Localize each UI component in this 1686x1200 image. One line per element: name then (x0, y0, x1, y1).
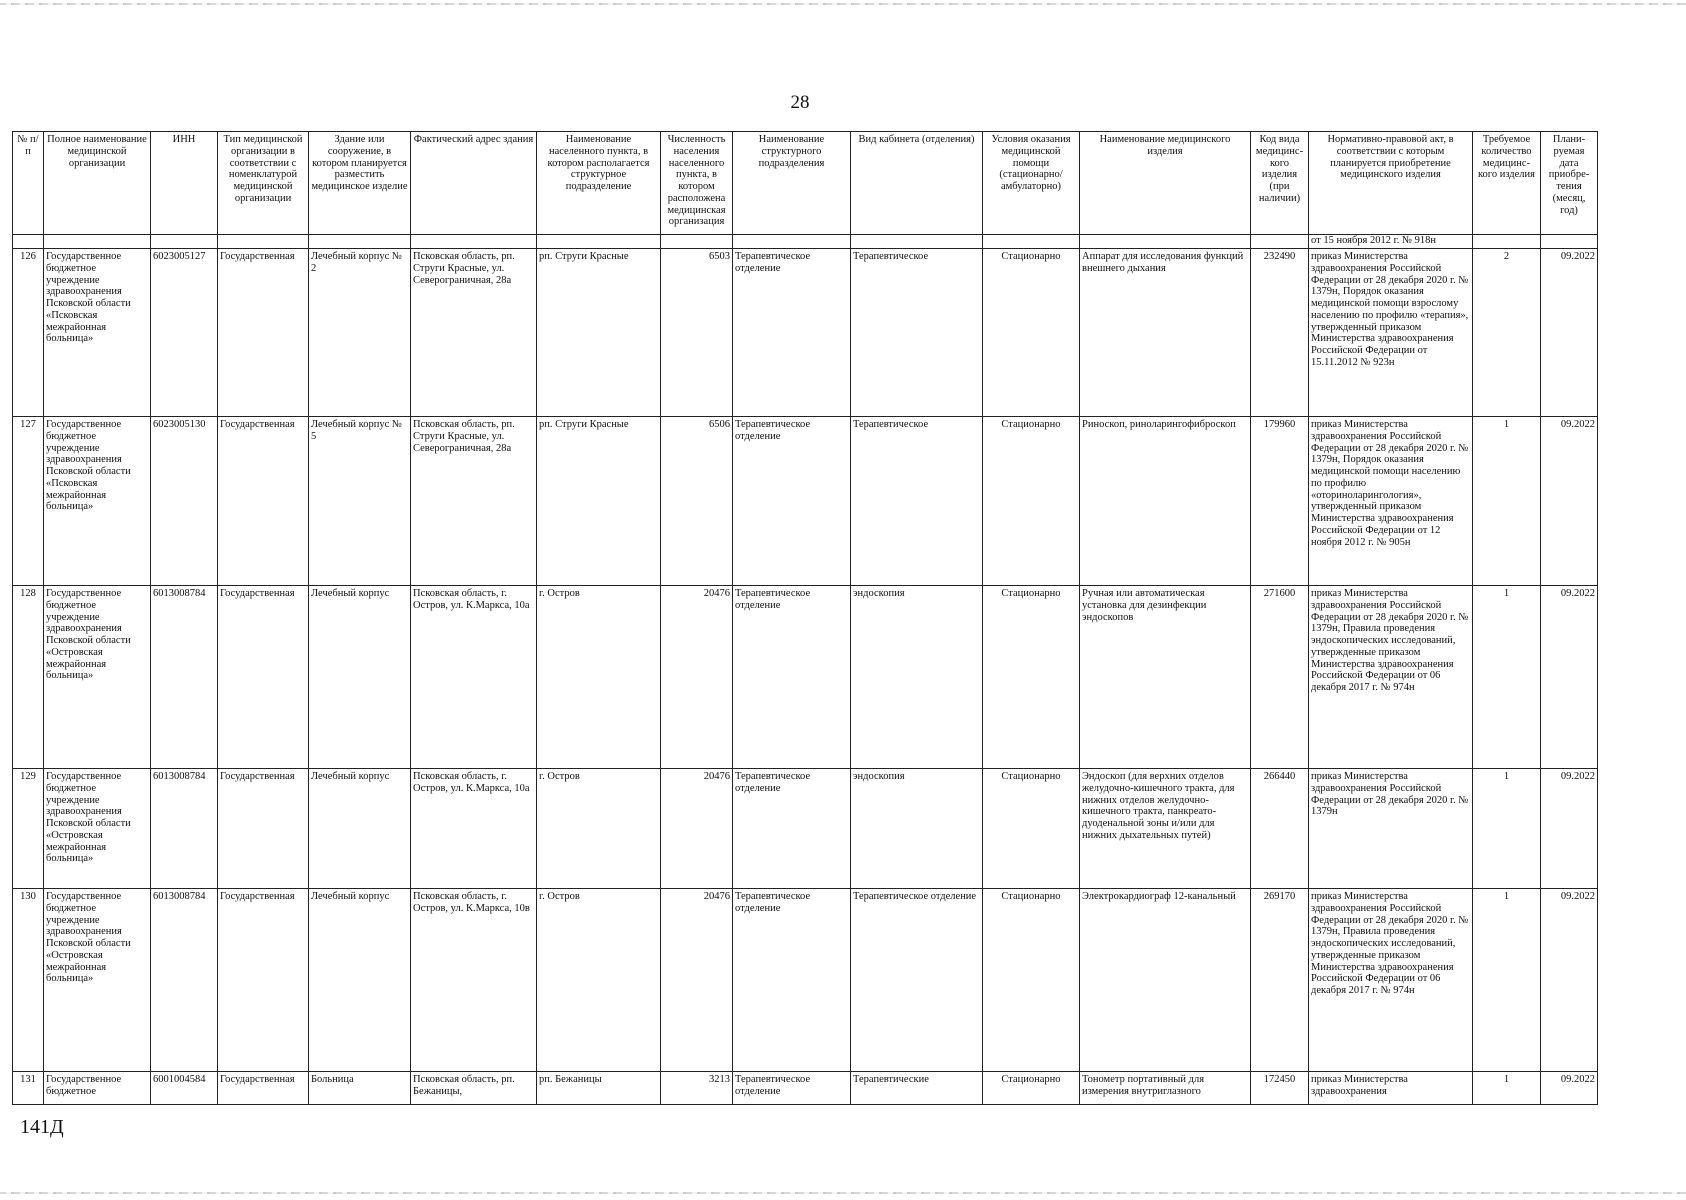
table-row (13, 586, 1598, 769)
row-type: Государственная (218, 417, 309, 586)
row-division: Терапевтическое отделение (733, 889, 851, 1072)
medical-equipment-table (12, 131, 1598, 1105)
table-row (13, 249, 1598, 417)
table-row (13, 769, 1598, 889)
header-cell-type: Тип медицинской организации в соответствии с номенклатурой медицинской организации (218, 132, 309, 235)
table-row (13, 889, 1598, 1072)
row-num: 127 (13, 417, 44, 586)
row-inn: 6001004584 (151, 1072, 218, 1105)
continuation-row (13, 235, 1598, 249)
table-row (13, 1072, 1598, 1105)
header-cell-settlement: Наименование населенного пункта, в котором располагается структурное подразделение (537, 132, 661, 235)
row-settlement: г. Остров (537, 769, 661, 889)
row-population: 20476 (661, 889, 733, 1072)
row-conditions: Стационарно (983, 586, 1080, 769)
row-address: Псковская область, рп. Струги Красные, ул. Северограничная, 28а (411, 417, 537, 586)
row-conditions: Стационарно (983, 769, 1080, 889)
page-number: 28 (790, 92, 810, 113)
header-cell-device: Наименование медицинского изделия (1080, 132, 1251, 235)
row-division: Терапевтическое отделение (733, 769, 851, 889)
row-qty: 1 (1473, 417, 1541, 586)
row-cabinet: Терапевтическое отделение (851, 889, 983, 1072)
row-num: 126 (13, 249, 44, 417)
header-cell-num: № п/п (13, 132, 44, 235)
row-address: Псковская область, г. Остров, ул. К.Маркса, 10в (411, 889, 537, 1072)
row-code: 172450 (1251, 1072, 1309, 1105)
header-cell-date: Плани-руемая дата приобре-тения (месяц, год) (1541, 132, 1598, 235)
row-code: 179960 (1251, 417, 1309, 586)
row-cabinet: эндоскопия (851, 586, 983, 769)
scan-edge-top (0, 3, 1686, 5)
header-cell-inn: ИНН (151, 132, 218, 235)
header-cell-division: Наименование структурного подразделения (733, 132, 851, 235)
row-type: Государственная (218, 769, 309, 889)
row-qty: 1 (1473, 1072, 1541, 1105)
row-building: Лечебный корпус (309, 889, 411, 1072)
row-population: 3213 (661, 1072, 733, 1105)
row-num: 129 (13, 769, 44, 889)
row-date: 09.2022 (1541, 249, 1598, 417)
row-building: Лечебный корпус № 2 (309, 249, 411, 417)
header-cell-cabinet: Вид кабинета (отделения) (851, 132, 983, 235)
row-type: Государственная (218, 249, 309, 417)
header-cell-qty: Требуемое количество медицинс-кого изделия (1473, 132, 1541, 235)
header-cell-population: Численность населения населенного пункта, в котором расположена медицинская организация (661, 132, 733, 235)
row-inn: 6013008784 (151, 769, 218, 889)
row-qty: 1 (1473, 586, 1541, 769)
row-cabinet: Терапевтическое (851, 249, 983, 417)
row-inn: 6023005130 (151, 417, 218, 586)
row-inn: 6023005127 (151, 249, 218, 417)
row-org: Государственное бюджетное учреждение здравоохранения Псковской области «Псковская межрайонная больница» (44, 417, 151, 586)
row-device: Ручная или автоматическая установка для дезинфекции эндоскопов (1080, 586, 1251, 769)
row-type: Государственная (218, 586, 309, 769)
row-device: Аппарат для исследования функций внешнего дыхания (1080, 249, 1251, 417)
row-code: 271600 (1251, 586, 1309, 769)
row-code: 232490 (1251, 249, 1309, 417)
row-act: приказ Министерства здравоохранения Российской Федерации от 28 декабря 2020 г. № 1379н (1309, 769, 1473, 889)
row-device: Риноскоп, риноларингофиброскоп (1080, 417, 1251, 586)
row-date: 09.2022 (1541, 1072, 1598, 1105)
row-population: 20476 (661, 769, 733, 889)
document-code: 141Д (20, 1116, 64, 1138)
row-building: Лечебный корпус № 5 (309, 417, 411, 586)
row-cabinet: Терапевтическое (851, 417, 983, 586)
row-org: Государственное бюджетное учреждение здравоохранения Псковской области «Островская межрайонная больница» (44, 769, 151, 889)
row-settlement: рп. Бежаницы (537, 1072, 661, 1105)
row-address: Псковская область, г. Остров, ул. К.Маркса, 10а (411, 769, 537, 889)
header-cell-conditions: Условия оказания медицинской помощи (стационарно/ амбулаторно) (983, 132, 1080, 235)
row-type: Государственная (218, 1072, 309, 1105)
row-settlement: рп. Струги Красные (537, 417, 661, 586)
row-act: приказ Министерства здравоохранения Российской Федерации от 28 декабря 2020 г. № 1379н, Порядок оказания медицинской помощи населению по профилю «оториноларингология», утвержденный приказом Министерства здравоохранения Российской Федерации от 12 ноября 2012 г. № 905н (1309, 417, 1473, 586)
row-cabinet: эндоскопия (851, 769, 983, 889)
row-division: Терапевтическое отделение (733, 1072, 851, 1105)
row-type: Государственная (218, 889, 309, 1072)
table-header-row (13, 132, 1598, 235)
row-num: 128 (13, 586, 44, 769)
row-date: 09.2022 (1541, 417, 1598, 586)
row-date: 09.2022 (1541, 889, 1598, 1072)
row-org: Государственное бюджетное учреждение здравоохранения Псковской области «Островская межрайонная больница» (44, 586, 151, 769)
header-cell-address: Фактический адрес здания (411, 132, 537, 235)
row-inn: 6013008784 (151, 586, 218, 769)
row-division: Терапевтическое отделение (733, 249, 851, 417)
row-address: Псковская область, г. Остров, ул. К.Маркса, 10а (411, 586, 537, 769)
row-population: 6503 (661, 249, 733, 417)
header-cell-code: Код вида медицинс-кого изделия (при наличии) (1251, 132, 1309, 235)
row-address: Псковская область, рп. Струги Красные, ул. Северограничная, 28а (411, 249, 537, 417)
row-qty: 2 (1473, 249, 1541, 417)
scan-edge-bottom (0, 1192, 1686, 1194)
row-num: 131 (13, 1072, 44, 1105)
row-act: приказ Министерства здравоохранения Российской Федерации от 28 декабря 2020 г. № 1379н, Порядок оказания медицинской помощи взрослому населению по профилю «терапия», утвержденный приказом Министерства здравоохранения Российской Федерации от 15.11.2012 № 923н (1309, 249, 1473, 417)
row-date: 09.2022 (1541, 769, 1598, 889)
table-row (13, 417, 1598, 586)
row-qty: 1 (1473, 769, 1541, 889)
row-device: Эндоскоп (для верхних отделов желудочно-кишечного тракта, для нижних отделов желудочно-кишечного тракта, панкреато-дуоденальной зоны и/или для нижних дыхательных путей) (1080, 769, 1251, 889)
header-cell-org: Полное наименование медицинской организации (44, 132, 151, 235)
row-building: Лечебный корпус (309, 586, 411, 769)
row-conditions: Стационарно (983, 249, 1080, 417)
row-conditions: Стационарно (983, 417, 1080, 586)
row-org: Государственное бюджетное (44, 1072, 151, 1105)
row-org: Государственное бюджетное учреждение здравоохранения Псковской области «Островская межрайонная больница» (44, 889, 151, 1072)
row-date: 09.2022 (1541, 586, 1598, 769)
continuation-act-text: от 15 ноября 2012 г. № 918н (1309, 235, 1473, 249)
row-conditions: Стационарно (983, 1072, 1080, 1105)
row-act: приказ Министерства здравоохранения Российской Федерации от 28 декабря 2020 г. № 1379н, Правила проведения эндоскопических исследований, утвержденные приказом Министерства здравоохранения Российской Федерации от 06 декабря 2017 г. № 974н (1309, 889, 1473, 1072)
row-org: Государственное бюджетное учреждение здравоохранения Псковской области «Псковская межрайонная больница» (44, 249, 151, 417)
header-cell-act: Нормативно-правовой акт, в соответствии с которым планируется приобретение медицинского изделия (1309, 132, 1473, 235)
row-act: приказ Министерства здравоохранения (1309, 1072, 1473, 1105)
row-settlement: г. Остров (537, 889, 661, 1072)
row-conditions: Стационарно (983, 889, 1080, 1072)
row-num: 130 (13, 889, 44, 1072)
row-device: Тонометр портативный для измерения внутриглазного (1080, 1072, 1251, 1105)
row-act: приказ Министерства здравоохранения Российской Федерации от 28 декабря 2020 г. № 1379н, Правила проведения эндоскопических исследований, утвержденные приказом Министерства здравоохранения Российской Федерации от 06 декабря 2017 г. № 974н (1309, 586, 1473, 769)
row-population: 20476 (661, 586, 733, 769)
header-cell-building: Здание или сооружение, в котором планируется разместить медицинское изделие (309, 132, 411, 235)
row-code: 266440 (1251, 769, 1309, 889)
row-population: 6506 (661, 417, 733, 586)
row-qty: 1 (1473, 889, 1541, 1072)
row-inn: 6013008784 (151, 889, 218, 1072)
row-division: Терапевтическое отделение (733, 586, 851, 769)
row-settlement: рп. Струги Красные (537, 249, 661, 417)
row-device: Электрокардиограф 12-канальный (1080, 889, 1251, 1072)
row-cabinet: Терапевтические (851, 1072, 983, 1105)
row-building: Больница (309, 1072, 411, 1105)
row-building: Лечебный корпус (309, 769, 411, 889)
row-address: Псковская область, рп. Бежаницы, (411, 1072, 537, 1105)
row-code: 269170 (1251, 889, 1309, 1072)
row-division: Терапевтическое отделение (733, 417, 851, 586)
row-settlement: г. Остров (537, 586, 661, 769)
